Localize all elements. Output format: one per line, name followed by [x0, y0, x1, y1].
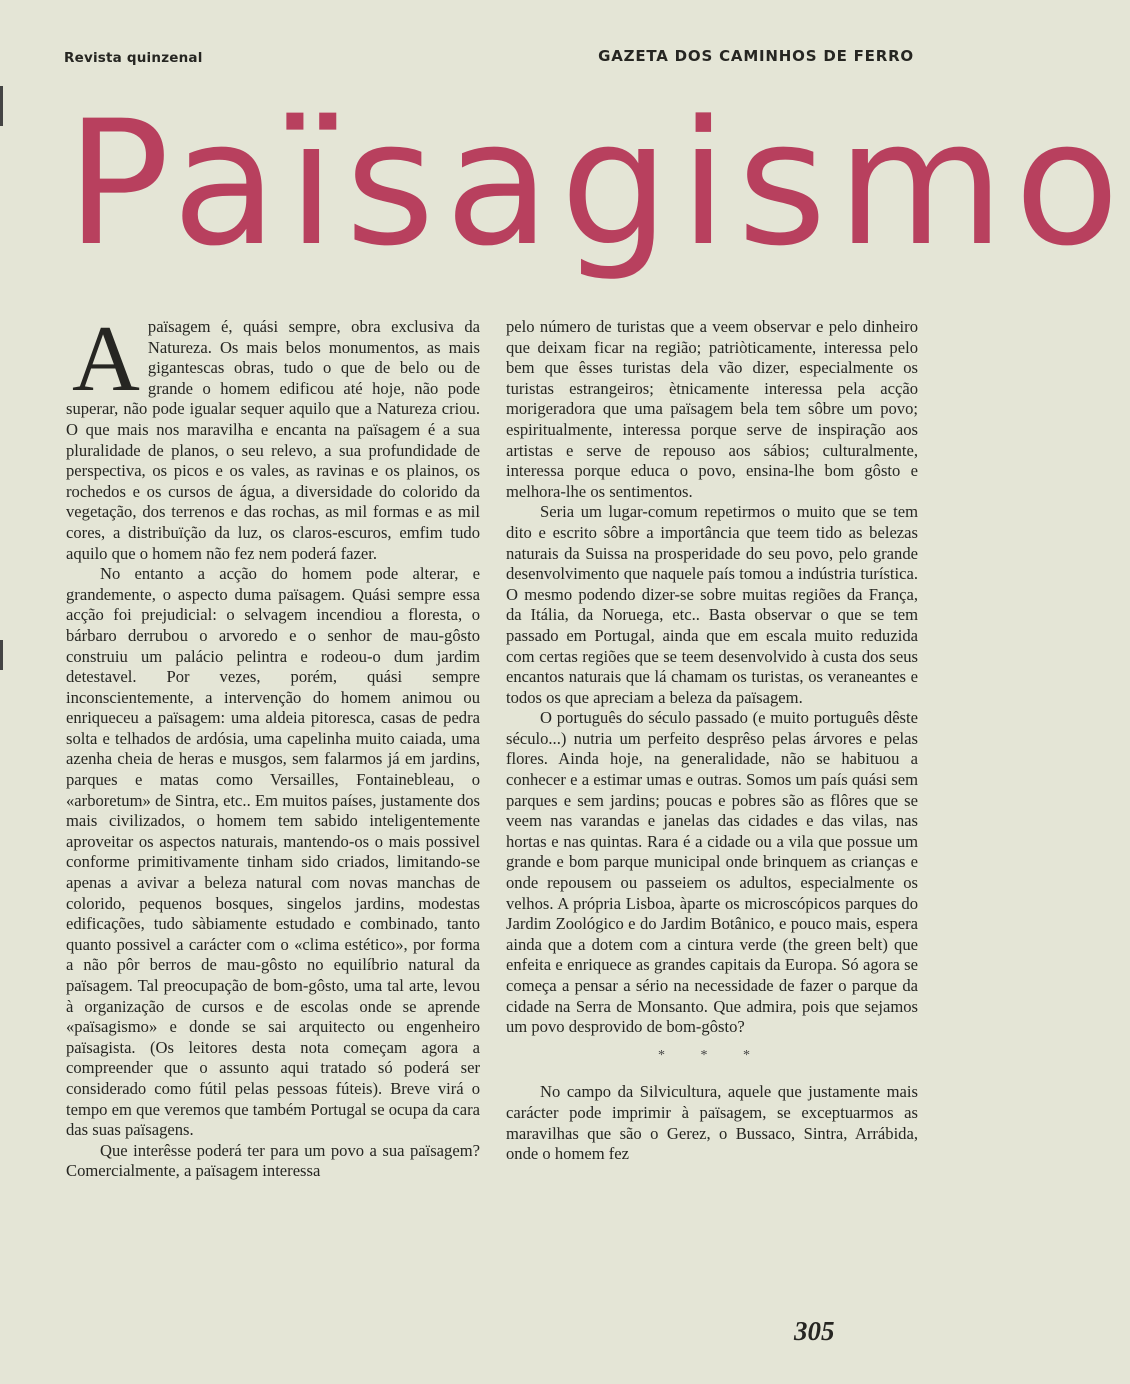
scan-edge-mark: [0, 86, 3, 126]
page-number: 305: [794, 1316, 835, 1346]
paragraph: No campo da Silvicultura, aquele que justamente mais carácter pode imprimir à païsagem, se exceptuarmos as maravilhas que são o Gerez, o Bussaco, Sintra, Arrábida, onde o homem fez: [506, 1082, 918, 1164]
section-separator: * * *: [658, 1047, 766, 1063]
paragraph: pelo número de turistas que a veem observar e pelo dinheiro que deixam ficar na região; patriòticamente, interessa pelo bem que êsses turistas dela vão dizer, especialmente os turistas estrangeiros; ètnicamente interessa pela acção morigeradora que uma païsagem bela tem sôbre um povo; espiritualmente, interessa porque serve de inspiração aos artistas e serve de repouso aos sábios; culturalmente, interessa porque educa o povo, ensina-lhe bom gôsto e melhora-lhe os sentimentos.: [506, 317, 918, 501]
article-column-left: [66, 307, 480, 1182]
paragraph: O português do século passado (e muito português dêste século...) nutria um perfeito desprêso pelas árvores e pelas flores. Ainda hoje, na generalidade, não se habituou a conhecer e a estimar umas e outras. Somos um país quási sem parques e sem jardins; poucas e pobres são as flôres que se veem nas varandas e janelas das cidades e das vilas, nas hortas e nas quintas. Rara é a cidade ou a vila que possue um grande e bom parque municipal onde brinquem as crianças e onde repousem ou passeiem os adultos, especialmente os velhos. A própria Lisboa, àparte os microscópicos parques do Jardim Zoológico e do Jardim Botânico, e pouco mais, espera ainda que a dotem com a cintura verde (the green belt) que enfeita e enriquece as grandes capitais da Europa. Só agora se começa a pensar a sério na necessidade de fazer o parque da cidade na Serra de Monsanto. Que admira, pois que sejamos um povo desprovido de bom-gôsto?: [506, 708, 918, 1037]
header-right: GAZETA DOS CAMINHOS DE FERRO: [598, 47, 914, 65]
paragraph: Que interêsse poderá ter para um povo a sua païsagem? Comercialmente, a païsagem interessa: [66, 1140, 480, 1181]
drop-cap: A: [72, 307, 140, 411]
paragraph: No entanto a acção do homem pode alterar, e grandemente, o aspecto duma païsagem. Quási sempre essa acção foi prejudicial: o selvagem incendiou a floresta, o bárbaro derrubou o arvoredo e o senhor de mau-gôsto construiu um palácio pelintra e rodeou-o dum jardim detestavel. Por vezes, porém, quási sempre inconscientemente, a intervenção do homem animou ou enriqueceu a païsagem: uma aldeia pitoresca, casas de pedra solta e telhados de ardósia, uma capelinha muito caiada, uma azenha cheia de heras e musgos, sem falarmos já em jardins, parques e matas como Versailles, Fontainebleau, o «arboretum» de Sintra, etc.. Em muitos países, justamente dos mais civilizados, o homem tem sabido inteligentemente aproveitar os aspectos naturais, mantendo-os o mais possivel conforme primitivamente tinham sido criados, limitando-se apenas a avivar a beleza natural com novas manchas de colorido, pequenos bosques, singelos jardins, modestas edificações, tudo sàbiamente estudado e combinado, tanto quanto possivel a carácter com o «clima estético», por forma a não pôr berros de mau-gôsto no equilíbrio natural da païsagem. Tal preocupação de bom-gôsto, uma tal arte, levou à organização de cursos e de escolas onde se aprende «païsagismo» e donde se sai arquitecto ou engenheiro païsagista. (Os leitores desta nota começam agora a compreender que o assunto aqui tratado só poderá ser considerado como fútil pelas pessoas fúteis). Breve virá o tempo em que veremos que também Portugal se ocupa da cara das suas païsagens.: [66, 564, 480, 1140]
article-column-right: [506, 317, 918, 1165]
paragraph: païsagem é, quási sempre, obra exclusiva da Natureza. Os mais belos monumentos, as mais gigantescas obras, tudo o que de belo ou de grande o homem edificou até hoje, não pode superar, não pode igualar sequer aquilo que a Natureza criou. O que mais nos maravilha e encanta na païsagem é a sua pluralidade de planos, o seu relevo, a sua profundidade de perspectiva, os picos e os vales, as ravinas e os plainos, os rochedos e os cursos de água, a diversidade do colorido da vegetação, dos terrenos e das rochas, as mil formas e as mil cores, a distribuïção da luz, os claros-escuros, emfim tudo aquilo que o homem não fez nem poderá fazer.: [66, 317, 480, 563]
paragraph: Seria um lugar-comum repetirmos o muito que se tem dito e escrito sôbre a importância que teem tido as belezas naturais da Suissa na prosperidade do seu povo, pelo grande desenvolvimento que naquele país tomou a indústria turística. O mesmo podendo dizer-se sobre muitas regiões da França, da Itália, da Noruega, etc.. Basta observar o que se tem passado em Portugal, ainda que em escala muito reduzida com certas regiões que se teem desenvolvido à custa dos seus encantos naturais que lá chamam os turistas, os veraneantes e todos os que apreciam a beleza da païsagem.: [506, 502, 918, 707]
scan-edge-mark: [0, 640, 3, 670]
header-left: Revista quinzenal: [64, 50, 203, 66]
article-title: Païsagismo: [66, 83, 1130, 284]
